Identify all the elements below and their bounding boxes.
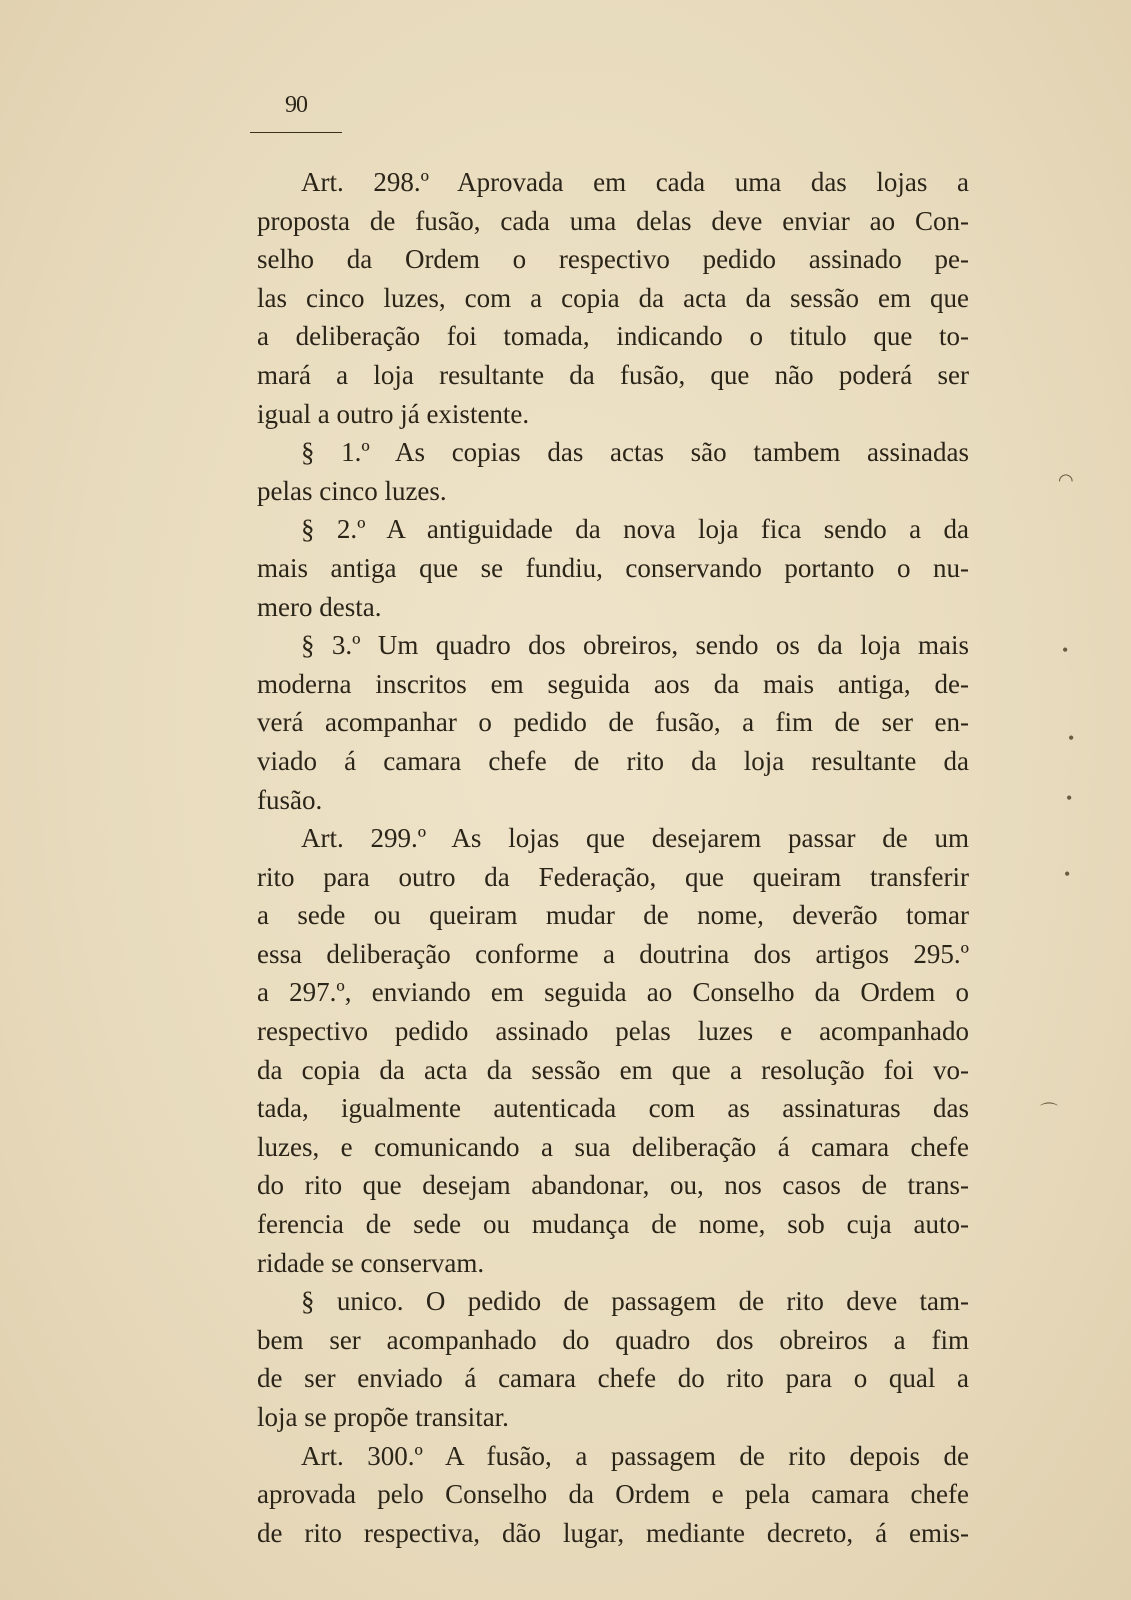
text-line: moderna inscritos em seguida aos da mais antiga, de- <box>257 668 969 699</box>
text-line: proposta de fusão, cada uma delas deve enviar ao Con- <box>257 205 969 236</box>
text-line: selho da Ordem o respectivo pedido assinado pe- <box>257 244 969 275</box>
text-line: aprovada pelo Conselho da Ordem e pela camara chefe <box>257 1479 969 1510</box>
ink-bleed-mark: • <box>1062 640 1069 660</box>
text-line: mero desta. <box>257 591 382 622</box>
text-line: a sede ou queiram mudar de nome, deverão tomar <box>257 900 969 931</box>
text-line: Art. 299.º As lojas que desejarem passar de um <box>301 823 969 854</box>
text-line: § 2.º A antiguidade da nova loja fica sendo a da <box>301 514 969 545</box>
text-line: § 3.º Um quadro dos obreiros, sendo os da loja mais <box>301 630 969 661</box>
text-line: tada, igualmente autenticada com as assinaturas das <box>257 1093 969 1124</box>
text-line: § 1.º As copias das actas são tambem assinadas <box>301 437 969 468</box>
text-line: fusão. <box>257 784 323 815</box>
ink-bleed-mark: • <box>1064 864 1071 884</box>
text-line: do rito que desejam abandonar, ou, nos casos de trans- <box>257 1170 969 1201</box>
text-line: Art. 298.º Aprovada em cada uma das lojas a <box>301 167 969 197</box>
ink-bleed-mark: • <box>1066 788 1073 808</box>
text-line: Art. 300.º A fusão, a passagem de rito depois de <box>301 1440 969 1471</box>
text-line: essa deliberação conforme a doutrina dos artigos 295.º <box>257 938 969 969</box>
ink-bleed-mark: ⌒ <box>1040 1102 1058 1122</box>
text-line: viado á camara chefe de rito da loja resultante da <box>257 745 969 776</box>
text-line: mais antiga que se fundiu, conservando portanto o nu- <box>257 552 969 583</box>
text-line: ridade se conservam. <box>257 1247 485 1278</box>
text-line: de rito respectiva, dão lugar, mediante decreto, á emis- <box>257 1517 969 1548</box>
ink-bleed-mark: ◠ <box>1058 470 1074 490</box>
text-line: de ser enviado á camara chefe do rito para o qual a <box>257 1363 969 1394</box>
text-line: respectivo pedido assinado pelas luzes e acompanhado <box>257 1016 969 1047</box>
page-number-rule <box>250 132 342 133</box>
text-line: a deliberação foi tomada, indicando o titulo que to- <box>257 321 969 352</box>
text-line: igual a outro já existente. <box>257 398 530 429</box>
text-line: rito para outro da Federação, que queiram transferir <box>257 861 969 892</box>
text-line: las cinco luzes, com a copia da acta da sessão em que <box>257 282 969 313</box>
text-line: § unico. O pedido de passagem de rito deve tam- <box>301 1286 969 1317</box>
text-line: luzes, e comunicando a sua deliberação á camara chefe <box>257 1131 969 1162</box>
text-line: pelas cinco luzes. <box>257 475 447 506</box>
ink-bleed-mark: • <box>1068 728 1075 748</box>
text-line: a 297.º, enviando em seguida ao Conselho da Ordem o <box>257 977 969 1008</box>
text-line: ferencia de sede ou mudança de nome, sob cuja auto- <box>257 1209 969 1240</box>
text-line: mará a loja resultante da fusão, que não poderá ser <box>257 359 969 390</box>
text-line: loja se propõe transitar. <box>257 1402 509 1432</box>
text-line: bem ser acompanhado do quadro dos obreiros a fim <box>257 1324 969 1355</box>
text-line: verá acompanhar o pedido de fusão, a fim de ser en- <box>257 707 969 738</box>
body-text <box>257 163 969 1552</box>
page-number: 90 <box>285 92 307 118</box>
text-line: da copia da acta da sessão em que a resolução foi vo- <box>257 1054 969 1085</box>
